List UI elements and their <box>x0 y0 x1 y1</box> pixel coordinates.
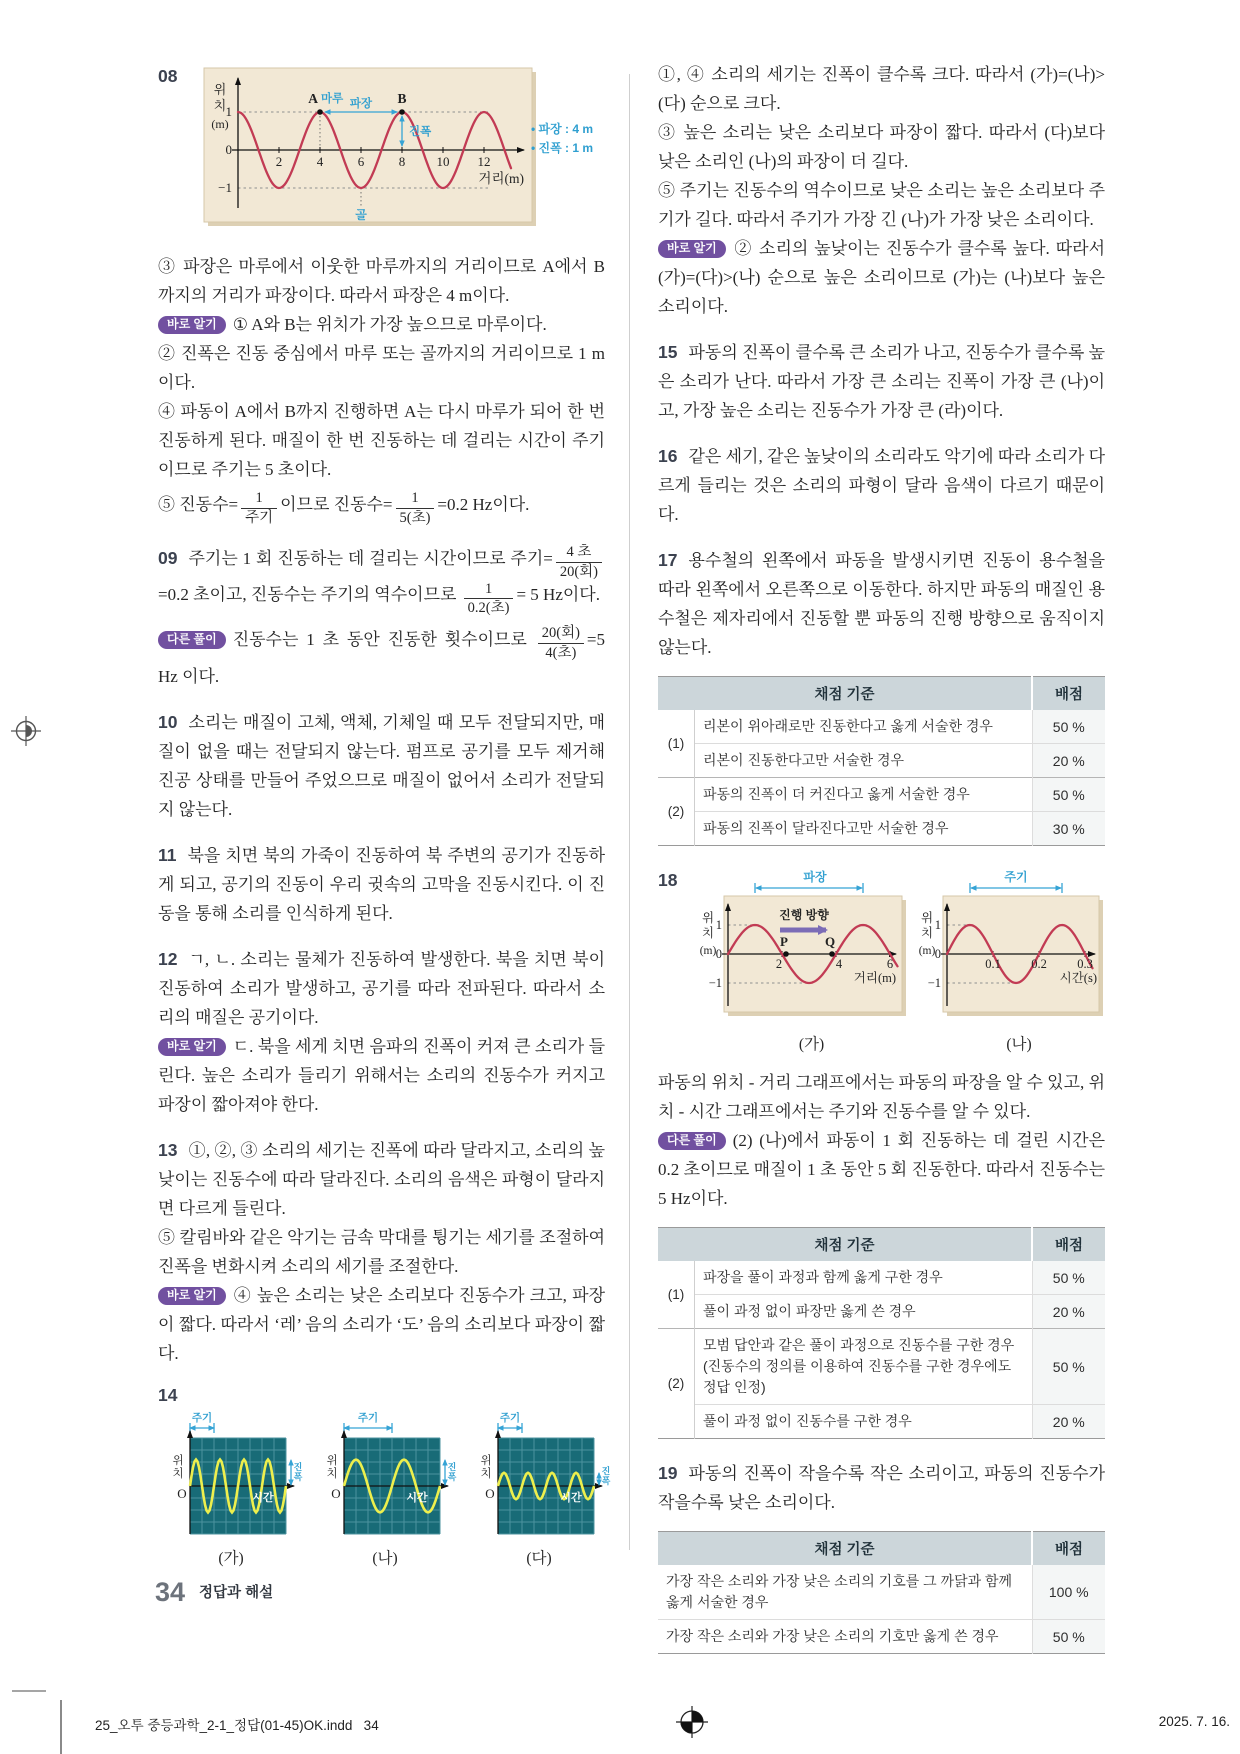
x-axis-label: 시간(s) <box>1059 971 1097 985</box>
question-number: 14 <box>158 1384 178 1405</box>
answer-paragraph: 09 주기는 1 회 진동하는 데 걸리는 시간이므로 주기= $\frac{\text{4 초}}{\text{20(회)}}$ =0.2 초이고, 진동수는 주기의 역수이므로 $\frac{1}{\text{0.2(초)}}$ = 5 Hz이다. <box>158 544 605 617</box>
table-row <box>658 778 1105 812</box>
table-header-criteria: 채점 기준 <box>658 1228 1032 1262</box>
print-date: 2025. 7. 16. <box>1158 1714 1230 1729</box>
question-number: 12 <box>158 948 178 969</box>
answer-paragraph <box>158 945 605 1032</box>
table-row <box>658 812 1105 846</box>
answer-paragraph <box>158 310 605 339</box>
y-tick: 1 <box>715 918 722 932</box>
table-group-label: (1) <box>658 1261 695 1329</box>
figure-caption: (나) <box>372 1549 398 1567</box>
svg-text:0: 0 <box>715 947 722 961</box>
table-group-label: (2) <box>658 1329 695 1439</box>
points-cell: 50 % <box>1032 1620 1105 1654</box>
legend-item: • 진폭 : 1 m <box>531 141 594 155</box>
question-number: 19 <box>658 1463 678 1483</box>
points-cell: 50 % <box>1032 1261 1105 1295</box>
svg-text:치: 치 <box>213 98 227 113</box>
fig18b-wave-chart <box>909 866 1105 1026</box>
answer-paragraph <box>658 338 1105 425</box>
answer-paragraph <box>658 1068 1105 1126</box>
points-cell: 20 % <box>1032 1295 1105 1329</box>
x-axis-label: 시간 <box>252 1491 274 1504</box>
question-number: 16 <box>658 446 678 466</box>
table-row <box>658 710 1105 744</box>
y-axis-label: 위 <box>701 911 715 925</box>
answer-text: ⑤ 칼림바와 같은 악기는 금속 막대를 튕기는 세기를 조절하여 진폭을 변화시켜 소리의 세기를 조절한다. <box>158 1227 605 1276</box>
answer-paragraph <box>158 708 605 824</box>
answer-text: 북을 치면 북의 가죽이 진동하여 북 주변의 공기가 진동하게 되고, 공기의 진동이 우리 귓속의 고막을 진동시킨다. 이 진동을 통해 소리를 인식하게 된다. <box>158 845 605 923</box>
answer-paragraph <box>158 1136 605 1223</box>
crop-mark <box>60 1700 62 1754</box>
criteria-cell: 풀이 과정 없이 파장만 옳게 쓴 경우 <box>695 1295 1033 1329</box>
answer-paragraph: ⑤ 진동수= $\frac{1}{\text{주기}}$ 이므로 진동수= $\frac{1}{\text{5(초)}}$ =0.2 Hz이다. <box>158 490 530 526</box>
question-number: 18 <box>658 870 678 890</box>
question-13-block <box>158 1136 605 1368</box>
svg-text:(m): (m) <box>699 945 717 957</box>
answer-text: ② 진폭은 진동 중심에서 마루 또는 골까지의 거리이므로 1 m이다. <box>158 344 605 392</box>
answer-paragraph <box>158 397 605 484</box>
answer-text: 진동수는 1 초 동안 진동한 횟수이므로 <box>232 630 535 650</box>
y-axis-label: 위 <box>920 911 934 925</box>
question-number: 13 <box>158 1139 178 1160</box>
answer-text: 파동의 진폭이 작을수록 작은 소리이고, 파동의 진동수가 작을수록 낮은 소리이다. <box>658 1464 1105 1512</box>
crest-label: 마루 <box>321 93 344 105</box>
answer-text: ④ 파동이 A에서 B까지 진행하면 A는 다시 마루가 되어 한 번 진동하게 된다. 매질이 한 번 진동하는 데 걸리는 시간이 주기이므로 주기는 5 초이다. <box>158 402 605 479</box>
answer-paragraph <box>658 234 1105 321</box>
page-number <box>155 1577 273 1608</box>
answer-text: ⑤ 진동수= <box>158 495 239 514</box>
answer-paragraph <box>658 442 1105 529</box>
question-15-block <box>658 338 1105 425</box>
baro-algi-badge: 바로 알기 <box>158 1038 226 1056</box>
points-cell: 20 % <box>1032 744 1105 778</box>
table-header-criteria: 채점 기준 <box>658 1532 1032 1566</box>
page-number-value: 34 <box>155 1577 186 1607</box>
question-16-block <box>658 442 1105 529</box>
answer-text: 주기는 1 회 진동하는 데 걸리는 시간이므로 주기= <box>188 548 553 568</box>
table-row <box>658 744 1105 778</box>
table-row <box>658 1565 1105 1620</box>
svg-text:0.3: 0.3 <box>1077 957 1093 971</box>
wavelength-label: 파장 <box>349 98 373 110</box>
question-number: 10 <box>158 711 178 732</box>
question-14-answer-block <box>658 60 1105 321</box>
answer-text: 파동의 위치 - 거리 그래프에서는 파동의 파장을 알 수 있고, 위치 - 시간 그래프에서는 주기와 진동수를 알 수 있다. <box>658 1073 1105 1121</box>
answer-text: ④ 높은 소리는 낮은 소리보다 진동수가 크고, 파장이 짧다. 따라서 ‘레’ 음의 소리가 ‘도’ 음의 소리보다 파장이 짧다. <box>158 1285 605 1363</box>
answer-paragraph: 다른 풀이 진동수는 1 초 동안 진동한 횟수이므로 $\frac{\text{20(회)}}{\text{4(초)}}$ =5 Hz 이다. <box>158 625 605 686</box>
criteria-cell: 파동의 진폭이 달라진다고만 서술한 경우 <box>695 812 1033 846</box>
svg-text:치: 치 <box>326 1467 338 1480</box>
fraction: $\frac{1}{\text{5(초)}}$ <box>396 490 435 526</box>
criteria-cell: 리본이 진동한다고만 서술한 경우 <box>695 744 1033 778</box>
question-17-block <box>658 546 1105 846</box>
svg-text:−1: −1 <box>927 976 941 990</box>
answer-paragraph <box>658 176 1105 234</box>
svg-text:0.2: 0.2 <box>1031 957 1047 971</box>
fig18-na <box>909 866 1105 1054</box>
scoring-table-2 <box>658 1227 1105 1439</box>
criteria-cell: 가장 작은 소리와 가장 낮은 소리의 기호를 그 까닭과 함께 옳게 서술한 경우 <box>666 1573 1013 1610</box>
question-number: 08 <box>158 66 178 86</box>
baro-algi-badge: 바로 알기 <box>158 316 226 334</box>
table-row <box>658 1295 1105 1329</box>
points-cell: 50 % <box>1032 1329 1105 1405</box>
question-19-block <box>658 1459 1105 1654</box>
table-header-criteria: 채점 기준 <box>658 677 1032 711</box>
table-group-label: (2) <box>658 778 695 846</box>
left-column <box>158 60 611 1585</box>
amplitude-label: 진 <box>601 1465 611 1476</box>
answer-text: ㄷ. 북을 세게 치면 음파의 진폭이 커져 큰 소리가 들린다. 높은 소리가 들리기 위해서는 소리의 진동수가 커지고 파장이 짧아져야 한다. <box>158 1036 605 1114</box>
fig14c-wave-chart <box>466 1410 612 1540</box>
point-a-label: A <box>308 91 318 106</box>
svg-text:(m): (m) <box>918 945 936 957</box>
fig14a-wave-chart <box>158 1410 304 1540</box>
svg-text:치: 치 <box>172 1467 184 1480</box>
origin-label: O <box>331 1485 341 1501</box>
oscilloscope-ga <box>158 1410 304 1568</box>
question-number: 17 <box>658 550 678 570</box>
fig18-ga <box>684 866 909 1054</box>
answer-paragraph <box>158 1223 605 1281</box>
question-number: 11 <box>158 844 177 865</box>
svg-text:4: 4 <box>835 957 843 971</box>
period-label: 주기 <box>1004 870 1028 884</box>
svg-text:0: 0 <box>934 947 941 961</box>
answer-text: 용수철의 왼쪽에서 파동을 발생시키면 진동이 용수철을 따라 왼쪽에서 오른쪽으로 이동한다. 하지만 파동의 매질인 용수철은 제자리에서 진동할 뿐 파동의 진행 방향으로 움직이지 않는다. <box>658 551 1105 657</box>
origin-label: O <box>177 1485 187 1501</box>
answer-paragraph <box>158 339 605 397</box>
right-column <box>658 60 1105 1674</box>
fraction: $\frac{1}{\text{0.2(초)}}$ <box>464 581 514 617</box>
answer-text: 같은 세기, 같은 높낮이의 소리라도 악기에 따라 소리가 다르게 들리는 것은 소리의 파형이 달라 음색이 다르기 때문이다. <box>658 447 1105 524</box>
fig08-wave-chart <box>158 62 536 234</box>
answer-paragraph <box>658 60 1105 118</box>
svg-text:0: 0 <box>225 142 232 157</box>
question-14-block <box>158 1384 611 1568</box>
table-row <box>658 1620 1105 1654</box>
points-cell: 30 % <box>1032 812 1105 846</box>
criteria-cell: 리본이 위아래로만 진동한다고 옳게 서술한 경우 <box>703 718 993 734</box>
answer-paragraph <box>658 1459 1105 1517</box>
figure-caption: (다) <box>526 1549 552 1567</box>
answer-paragraph <box>158 1032 605 1119</box>
svg-text:−1: −1 <box>218 180 232 195</box>
table-header-points: 배점 <box>1032 677 1105 711</box>
y-tick: 1 <box>934 918 941 932</box>
x-tick: 0.1 <box>985 957 1001 971</box>
legend-item: • 파장 : 4 m <box>531 122 594 136</box>
answer-paragraph <box>658 1126 1105 1213</box>
trough-label: 골 <box>355 208 367 222</box>
dareun-puri-badge: 다른 풀이 <box>658 1132 726 1150</box>
scoring-table-3 <box>658 1531 1105 1654</box>
answer-text: 소리는 매질이 고체, 액체, 기체일 때 모두 전달되지만, 매질이 없을 때는 전달되지 않는다. 펌프로 공기를 모두 제거해 진공 상태를 만들어 주었으므로 매질이 없어서 소리가 전달되지 않는다. <box>158 712 605 819</box>
dareun-puri-badge: 다른 풀이 <box>158 631 226 649</box>
svg-text:8: 8 <box>398 154 406 169</box>
direction-label: 진행 방향 <box>779 908 829 922</box>
x-axis-label: 거리(m) <box>853 971 896 985</box>
answer-text: ③ 높은 소리는 낮은 소리보다 파장이 짧다. 따라서 (다)보다 낮은 소리인 (나)의 파장이 더 길다. <box>658 123 1105 171</box>
points-cell: 100 % <box>1032 1565 1105 1620</box>
point-q-label: Q <box>824 934 836 949</box>
x-axis-label: 거리(m) <box>478 171 524 186</box>
figure-caption: (가) <box>798 1036 825 1053</box>
y-axis-label: 위 <box>172 1454 184 1467</box>
answer-text: ①, ④ 소리의 세기는 진폭이 클수록 크다. 따라서 (가)=(나)>(다) 순으로 크다. <box>658 65 1105 113</box>
baro-algi-badge: 바로 알기 <box>158 1287 226 1305</box>
svg-text:치: 치 <box>701 926 715 940</box>
origin-label: O <box>485 1485 495 1501</box>
answer-paragraph <box>658 118 1105 176</box>
answer-text: (2) (나)에서 파동이 1 회 진동하는 데 걸린 시간은 0.2 초이므로 매질이 1 초 동안 5 회 진동한다. 따라서 진동수는 5 Hz이다. <box>658 1131 1105 1208</box>
fraction: $\frac{\text{4 초}}{\text{20(회)}}$ <box>556 544 602 580</box>
svg-text:6: 6 <box>886 957 894 971</box>
svg-text:폭: 폭 <box>447 1471 457 1482</box>
oscilloscope-da <box>466 1410 612 1568</box>
criteria-cell: 가장 작은 소리와 가장 낮은 소리의 기호만 옳게 쓴 경우 <box>658 1620 1032 1654</box>
scoring-table-1 <box>658 676 1105 846</box>
svg-text:4: 4 <box>316 154 324 169</box>
answer-paragraph <box>158 1281 605 1368</box>
amplitude-label: 진 <box>447 1461 457 1472</box>
answer-text: 파동의 진폭이 클수록 큰 소리가 나고, 진동수가 클수록 높은 소리가 난다. 따라서 가장 큰 소리는 진폭이 가장 큰 (나)이고, 가장 높은 소리는 진동수가 가장 큰 (라)이다. <box>658 343 1105 420</box>
period-label: 주기 <box>357 1411 379 1424</box>
answer-text: ② 소리의 높낮이는 진동수가 클수록 높다. 따라서 (가)=(다)>(나) 순으로 높은 소리이므로 (가)는 (나)보다 높은 소리이다. <box>658 239 1105 316</box>
fig14b-wave-chart <box>312 1410 458 1540</box>
baro-algi-badge: 바로 알기 <box>658 240 726 258</box>
svg-text:−1: −1 <box>708 976 722 990</box>
wavelength-label: 파장 <box>803 870 827 884</box>
column-divider <box>629 74 630 1550</box>
x-axis-label: 시간 <box>406 1491 428 1504</box>
svg-text:치: 치 <box>920 926 934 940</box>
page-number-label: 정답과 해설 <box>199 1585 274 1601</box>
answer-paragraph <box>158 841 605 928</box>
svg-text:폭: 폭 <box>293 1471 303 1482</box>
x-axis-label: 시간 <box>560 1491 582 1504</box>
amplitude-label: 진폭 <box>409 126 432 138</box>
points-cell: 20 % <box>1032 1405 1105 1439</box>
criteria-cell: 모범 답안과 같은 풀이 과정으로 진동수를 구한 경우(진동수의 정의를 이용하여 진동수를 구한 경우에도 정답 인정) <box>695 1329 1033 1405</box>
answer-text: ①, ②, ③ 소리의 세기는 진폭에 따라 달라지고, 소리의 높낮이는 진동수에 따라 달라진다. 소리의 음색은 파형이 달라지면 다르게 들린다. <box>158 1140 605 1218</box>
fraction: $\frac{\text{20(회)}}{\text{4(초)}}$ <box>538 625 584 661</box>
answer-text: ① A와 B는 위치가 가장 높으므로 마루이다. <box>232 315 547 334</box>
criteria-cell: 파동의 진폭이 더 커진다고 옳게 서술한 경우 <box>695 778 1033 812</box>
figure-08 <box>158 62 605 238</box>
question-18-block <box>658 866 1105 1439</box>
figure-caption: (나) <box>1006 1036 1032 1053</box>
table-group-label: (1) <box>658 710 695 778</box>
svg-text:6: 6 <box>357 154 365 169</box>
table-row <box>658 1261 1105 1295</box>
criteria-cell: 파장을 풀이 과정과 함께 옳게 구한 경우 <box>703 1269 943 1285</box>
period-label: 주기 <box>499 1411 521 1424</box>
points-cell: 50 % <box>1032 710 1105 744</box>
question-08-block <box>158 62 605 527</box>
svg-text:10: 10 <box>436 154 450 169</box>
points-cell: 50 % <box>1032 778 1105 812</box>
registration-mark-icon <box>676 1706 708 1738</box>
oscilloscope-na <box>312 1410 458 1568</box>
y-tick: 1 <box>225 104 232 119</box>
figure-caption: (가) <box>218 1549 244 1567</box>
answer-paragraph <box>158 252 605 310</box>
question-10-block <box>158 708 605 824</box>
table-header-points: 배점 <box>1032 1532 1105 1566</box>
point-p-label: P <box>780 934 788 949</box>
x-tick: 2 <box>775 957 783 971</box>
registration-mark-icon <box>10 715 42 747</box>
question-11-block <box>158 841 605 928</box>
question-09-block <box>158 544 605 691</box>
table-row <box>658 1405 1105 1439</box>
y-axis-label: 위 <box>480 1454 492 1467</box>
fig18a-wave-chart <box>684 866 909 1026</box>
period-label: 주기 <box>191 1411 213 1424</box>
criteria-cell: 풀이 과정 없이 진동수를 구한 경우 <box>695 1405 1033 1439</box>
fraction: $\frac{1}{\text{주기}}$ <box>241 490 277 526</box>
x-tick: 2 <box>275 154 283 169</box>
svg-text:치: 치 <box>480 1467 492 1480</box>
svg-text:(m): (m) <box>211 117 229 131</box>
answer-text: ㄱ, ㄴ. 소리는 물체가 진동하여 발생한다. 북을 치면 북이 진동하여 소리가 발생하고, 공기를 따라 전파된다. 따라서 소리의 매질은 공기이다. <box>158 949 605 1027</box>
point-b-label: B <box>397 91 407 106</box>
amplitude-label: 진 <box>293 1461 303 1472</box>
question-number: 09 <box>158 547 178 568</box>
figure-18 <box>658 866 1105 1054</box>
crop-mark <box>12 1690 46 1692</box>
print-file-info: 25_오투 중등과학_2-1_정답(01-45)OK.indd 34 <box>95 1718 379 1733</box>
answer-paragraph <box>658 546 1105 662</box>
answer-text: ⑤ 주기는 진동수의 역수이므로 낮은 소리는 높은 소리보다 주기가 길다. 따라서 주기가 가장 긴 (나)가 가장 낮은 소리이다. <box>658 181 1105 229</box>
table-row <box>658 1329 1105 1405</box>
y-axis-label: 위 <box>326 1454 338 1467</box>
svg-text:폭: 폭 <box>601 1475 611 1486</box>
answer-text: ③ 파장은 마루에서 이웃한 마루까지의 거리이므로 A에서 B까지의 거리가 파장이다. 따라서 파장은 4 m이다. <box>158 257 605 305</box>
figure-legend <box>531 120 609 158</box>
svg-text:12: 12 <box>477 154 491 169</box>
y-axis-label: 위 <box>213 82 227 97</box>
question-12-block <box>158 945 605 1119</box>
table-header-points: 배점 <box>1032 1228 1105 1262</box>
question-number: 15 <box>658 342 678 362</box>
figure-14 <box>158 1410 611 1568</box>
